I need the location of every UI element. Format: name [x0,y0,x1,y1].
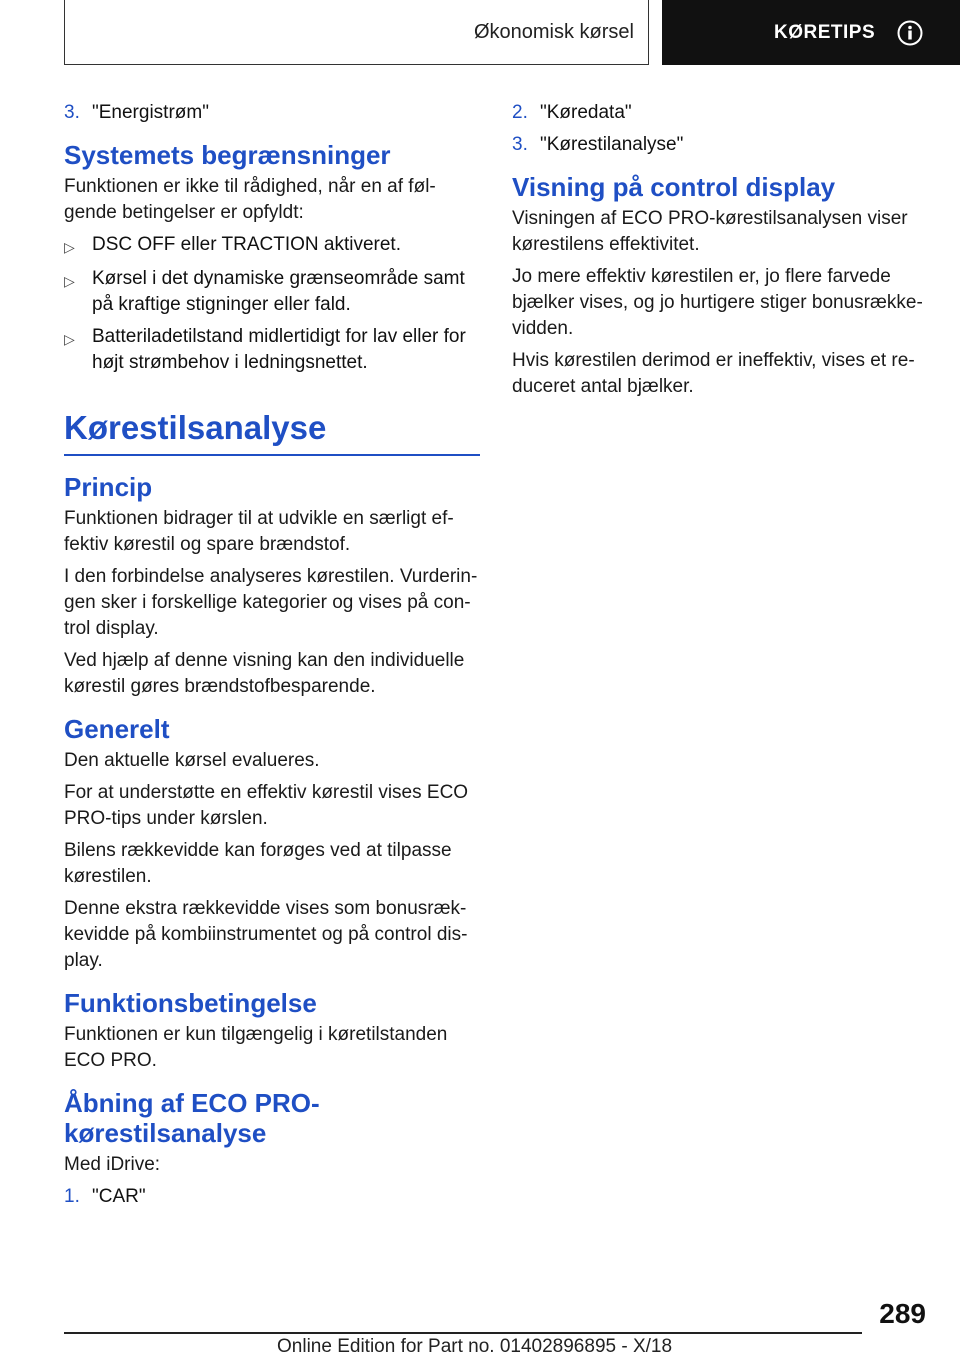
list-number: 2. [512,102,528,123]
heading-aabning: Åbning af ECO PRO-kørestilsanalyse [64,1087,320,1148]
right-column [512,100,932,406]
paragraph: Denne ekstra rækkevidde vises som bonusræk-kevidde på kombiinstrumentet og på control dis-play. [64,897,468,971]
bullet-item [64,324,484,376]
footer-edition: Online Edition for Part no. 01402896895 - X/18 [277,1336,673,1357]
info-icon [897,20,923,46]
paragraph: Funktionen er kun tilgængelig i køretilstanden ECO PRO. [64,1023,448,1071]
heading-visning: Visning på control display [512,172,836,202]
list-number: 3. [512,134,528,155]
header-tab[interactable] [662,0,960,65]
list-item [512,100,932,126]
bullet-text: Batteriladetilstand midlertidigt for lav eller for højt strømbehov i ledningsnettet. [92,326,466,373]
bullet-text: DSC OFF eller TRACTION aktiveret. [92,234,401,255]
heading-system-limits: Systemets begrænsninger [64,140,391,170]
paragraph: Hvis kørestilen derimod er ineffektiv, vises et re-duceret antal bjælker. [512,350,915,397]
paragraph: Funktionen bidrager til at udvikle en særligt ef-fektiv kørestil og spare brændstof. [64,507,454,555]
bullet-text: Kørsel i det dynamiske grænseområde samt på kraftige stigninger eller fald. [92,268,465,315]
chapter-heading: Kørestilsanalyse [64,409,327,446]
list-number: 3. [64,102,80,123]
paragraph: For at understøtte en effektiv kørestil vises ECO PRO-tips under kørslen. [64,781,469,829]
left-column [64,100,484,1216]
page-number: 289 [879,1298,926,1329]
paragraph: Funktionen er ikke til rådighed, når en af føl-gende betingelser er opfyldt: [64,176,436,223]
list-text: "Energistrøm" [92,102,209,123]
paragraph: Med iDrive: [64,1153,161,1175]
bullet-item [64,232,484,260]
paragraph: Den aktuelle kørsel evalueres. [64,749,320,771]
chapter-divider [64,454,480,456]
heading-princip: Princip [64,471,153,502]
triangle-bullet-icon: ▷ [64,239,75,255]
triangle-bullet-icon: ▷ [64,331,75,347]
list-text: "Kørestilanalyse" [540,134,684,155]
bullet-item [64,266,484,318]
list-number: 1. [64,1185,80,1207]
paragraph: Ved hjælp af denne visning kan den individuelle kørestil gøres brændstofbesparende. [64,649,465,697]
paragraph: Visningen af ECO PRO-kørestilsanalysen viser kørestilens effektivitet. [512,208,908,255]
list-item [64,1184,484,1210]
paragraph: I den forbindelse analyseres kørestilen. Vurderin-gen sker i forskellige kategorier og vises på con-trol display. [64,565,478,639]
triangle-bullet-icon: ▷ [64,273,75,289]
heading-funktionsbetingelse: Funktionsbetingelse [64,987,317,1018]
list-item [512,132,932,158]
paragraph: Jo mere effektiv kørestilen er, jo flere farvede bjælker vises, og jo hurtigere stiger bonusrække-vidden. [512,266,923,339]
paragraph: Bilens rækkevidde kan forøges ved at tilpasse kørestilen. [64,839,452,887]
header-section-title: Økonomisk kørsel [473,20,634,43]
list-text: "CAR" [92,1185,146,1207]
footer-divider [64,1332,862,1334]
list-item [64,100,484,126]
heading-generelt: Generelt [64,713,170,744]
header-tab-label: KØRETIPS [774,21,876,43]
list-text: "Køredata" [540,102,632,123]
header-section-box [64,0,649,65]
